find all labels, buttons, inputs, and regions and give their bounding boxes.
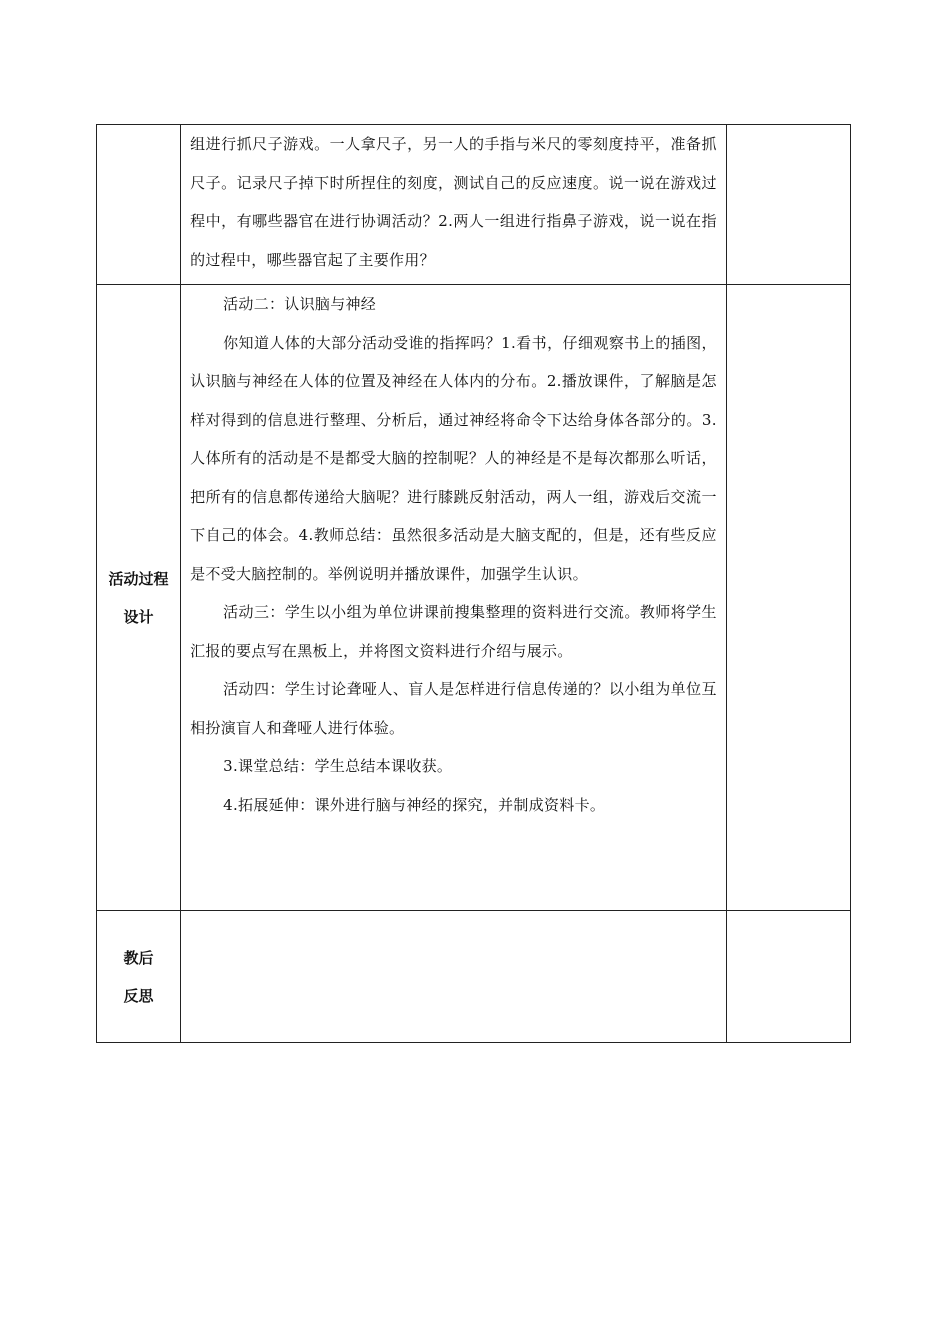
activity-two-heading: 活动二：认识脑与神经 — [223, 295, 377, 313]
side-cell — [726, 125, 850, 285]
row-label-cell — [97, 911, 181, 1043]
label-reflection: 反思 — [123, 986, 154, 1005]
side-cell — [726, 911, 850, 1043]
activity-three-text: 活动三：学生以小组为单位讲课前搜集整理的资料进行交流。教师将学生汇报的要点写在黑板上，并将图文资料进行介绍与展示。 — [190, 603, 717, 660]
activity-four-text: 活动四：学生讨论聋哑人、盲人是怎样进行信息传递的？以小组为单位互相扮演盲人和聋哑人进行体验。 — [190, 680, 717, 737]
table-row — [97, 285, 851, 911]
label-design: 设计 — [123, 607, 154, 626]
table-row — [97, 911, 851, 1043]
side-cell — [726, 285, 850, 911]
reflection-cell — [181, 911, 727, 1043]
lesson-plan-table — [96, 124, 851, 1043]
row-label-cell — [97, 285, 181, 911]
row-label-cell — [97, 125, 181, 285]
table-row — [97, 125, 851, 285]
content-cell — [181, 125, 727, 285]
class-summary-text: 3.课堂总结：学生总结本课收获。 — [223, 757, 453, 775]
extension-text: 4.拓展延伸：课外进行脑与神经的探究，并制成资料卡。 — [223, 795, 606, 814]
activity-two-text: 你知道人体的大部分活动受谁的指挥吗？1.看书，仔细观察书上的插图，认识脑与神经在人体的位置及神经在人体内的分布。2.播放课件，了解脑是怎样对得到的信息进行整理、分析后，通过神经将命令下达给身体各部分的。3.人体所有的活动是不是都受大脑的控制呢？人的神经是不是每次都那么听话，把所有的信息都传递给大脑呢？进行膝跳反射活动，两人一组，游戏后交流一下自己的体会。4.教师总结：虽然很多活动是大脑支配的，但是，还有些反应是不受大脑控制的。举例说明并播放课件，加强学生认识。 — [190, 333, 717, 583]
label-after-teaching: 教后 — [123, 948, 154, 967]
activity-text: 组进行抓尺子游戏。一人拿尺子，另一人的手指与米尺的零刻度持平，准备抓尺子。记录尺子掉下时所捏住的刻度，测试自己的反应速度。说一说在游戏过程中，有哪些器官在进行协调活动？2.两人一组进行指鼻子游戏，说一说在指的过程中，哪些器官起了主要作用？ — [190, 135, 717, 269]
label-activity-process: 活动过程 — [108, 569, 169, 588]
content-cell — [181, 285, 727, 911]
